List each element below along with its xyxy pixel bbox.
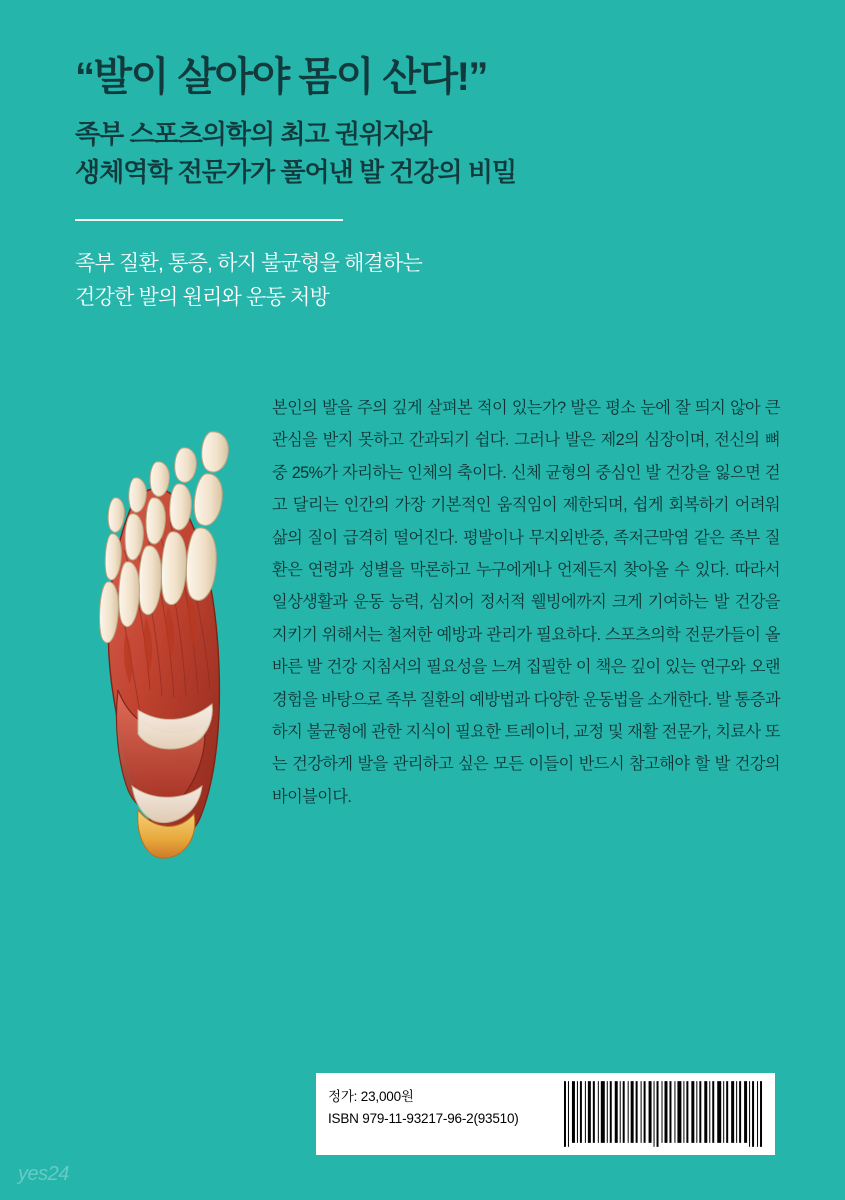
headline-sub-line-1: 족부 스포츠의학의 최고 권위자와 [75, 119, 432, 149]
divider-rule [75, 219, 343, 221]
headline-area [75, 52, 775, 315]
headline-main: “발이 살아야 몸이 산다!” [75, 55, 487, 99]
tagline-line-2: 건강한 발의 원리와 운동 처방 [75, 286, 329, 310]
barcode [557, 1073, 775, 1155]
back-cover-description: 본인의 발을 주의 깊게 살펴본 적이 있는가? 발은 평소 눈에 잘 띄지 않아 큰 관심을 받지 못하고 간과되기 쉽다. 그러나 발은 제2의 심장이며, 전신의 뼈 중 25%가 자리하는 인체의 축이다. 신체 균형의 중심인 발 건강을 잃으면 걷고 달리는 인간의 가장 기본적인 움직임이 제한되며, 쉽게 회복하기 어려워 삶의 질이 급격히 떨어진다. 평발이나 무지외반증, 족저근막염 같은 족부 질환은 연령과 성별을 막론하고 누구에게나 언제든지 찾아올 수 있다. 따라서 일상생활과 운동 능력, 심지어 정서적 웰빙에까지 크게 기여하는 발 건강을 지키기 위해서는 철저한 예방과 관리가 필요하다. 스포츠의학 전문가들이 올바른 발 건강 지침서의 필요성을 느껴 집필한 이 책은 깊이 있는 연구와 오랜 경험을 바탕으로 족부 질환의 예방법과 다양한 운동법을 소개한다. 발 통증과 하지 불균형에 관한 지식이 필요한 트레이너, 교정 및 재활 전문가, 치료사 또는 건강하게 발을 관리하고 싶은 모든 이들이 반드시 참고해야 할 발 건강의 바이블이다. [272, 399, 780, 806]
price-isbn-barcode-strip [316, 1073, 775, 1155]
price-label: 정가: 23,000원 [328, 1089, 414, 1104]
isbn-label: ISBN 979-11-93217-96-2(93510) [328, 1111, 519, 1127]
site-watermark: yes24 [18, 1163, 69, 1185]
headline-sub-line-2: 생체역학 전문가가 풀어낸 발 건강의 비밀 [75, 156, 517, 187]
anatomical-foot-illustration [72, 390, 262, 890]
tagline-line-1: 족부 질환, 통증, 하지 불균형을 해결하는 [75, 252, 423, 276]
